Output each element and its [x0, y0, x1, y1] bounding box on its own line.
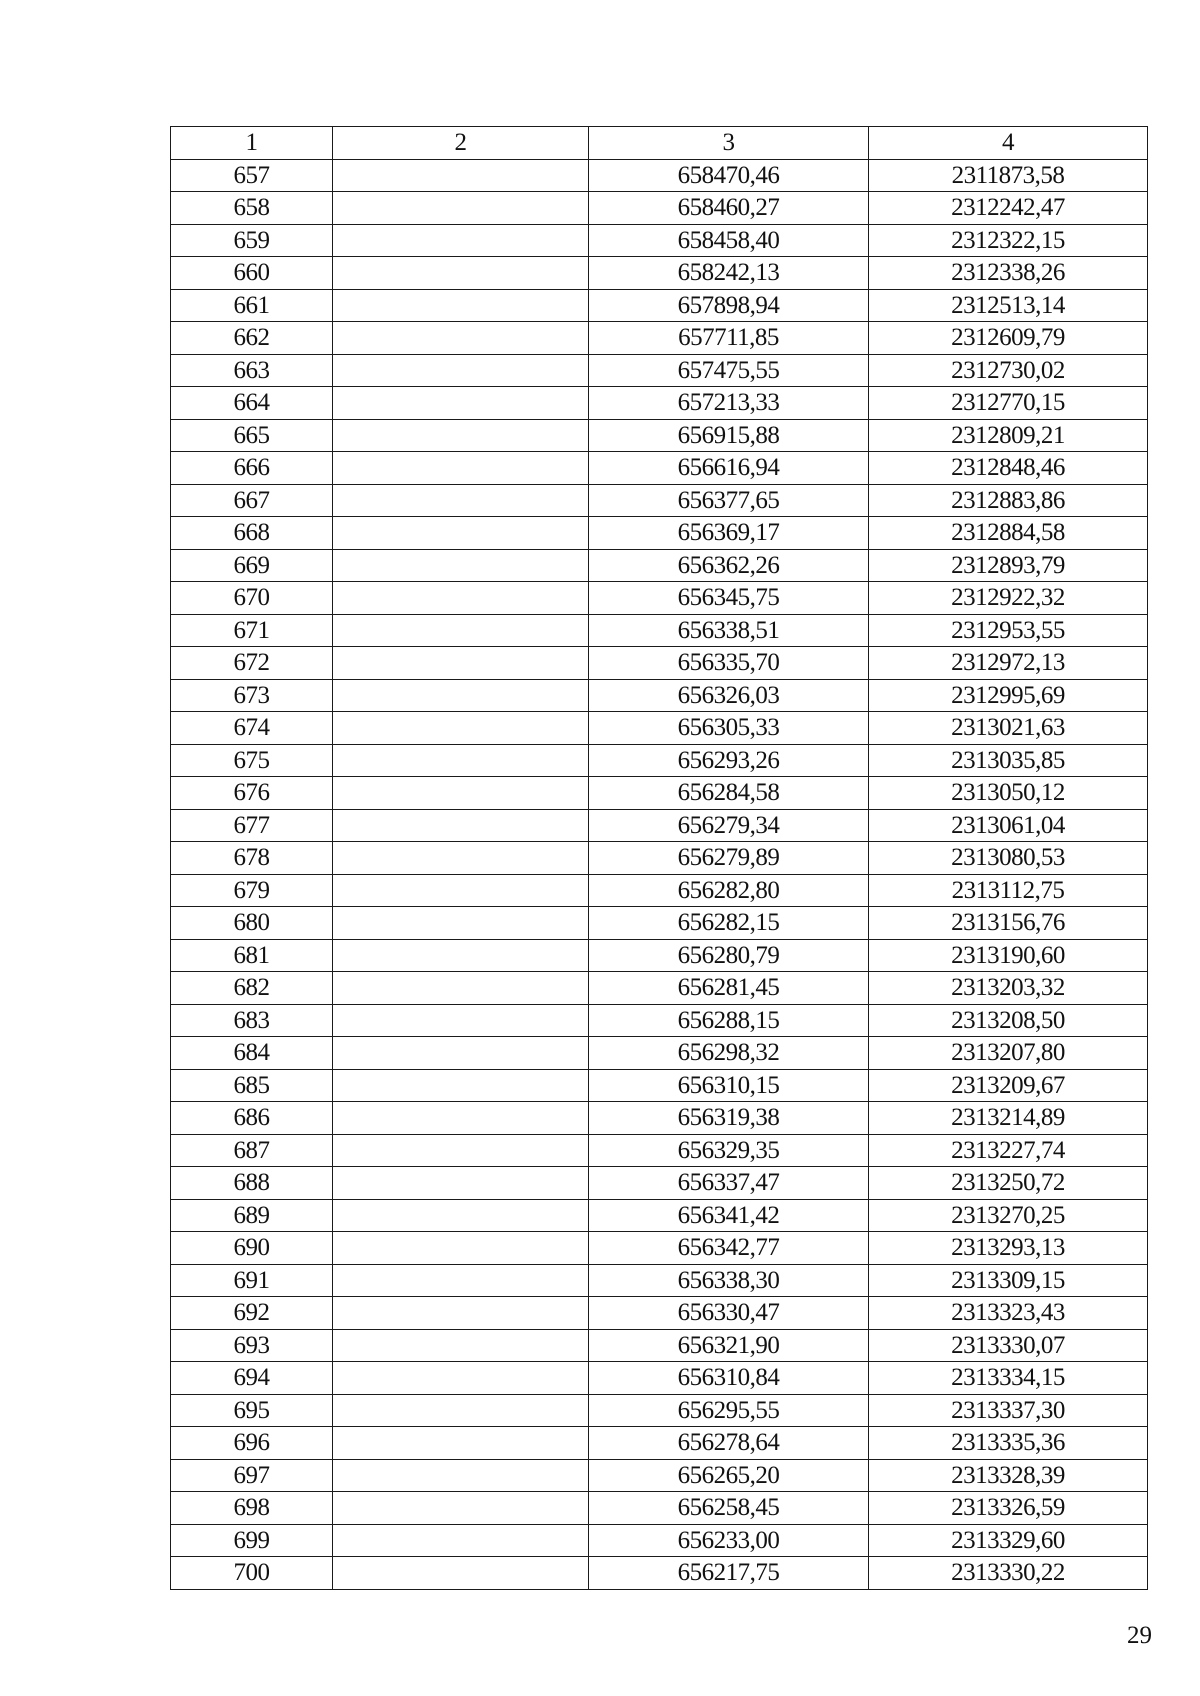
x-coordinate-cell: 656338,30 [589, 1264, 869, 1297]
empty-cell [333, 1264, 589, 1297]
point-number-cell: 688 [171, 1167, 333, 1200]
y-coordinate-cell: 2313227,74 [869, 1134, 1148, 1167]
empty-cell [333, 1394, 589, 1427]
y-coordinate-cell: 2313061,04 [869, 809, 1148, 842]
table-row [171, 679, 1148, 712]
y-coordinate-cell: 2312883,86 [869, 484, 1148, 517]
y-coordinate-cell: 2313250,72 [869, 1167, 1148, 1200]
table-row [171, 907, 1148, 940]
table-row [171, 939, 1148, 972]
point-number-cell: 697 [171, 1459, 333, 1492]
y-coordinate-cell: 2313214,89 [869, 1102, 1148, 1135]
y-coordinate-cell: 2313309,15 [869, 1264, 1148, 1297]
point-number-cell: 682 [171, 972, 333, 1005]
y-coordinate-cell: 2313207,80 [869, 1037, 1148, 1070]
y-coordinate-cell: 2313328,39 [869, 1459, 1148, 1492]
point-number-cell: 696 [171, 1427, 333, 1460]
x-coordinate-cell: 656233,00 [589, 1524, 869, 1557]
y-coordinate-cell: 2313335,36 [869, 1427, 1148, 1460]
table-row [171, 322, 1148, 355]
point-number-cell: 667 [171, 484, 333, 517]
y-coordinate-cell: 2313330,07 [869, 1329, 1148, 1362]
point-number-cell: 668 [171, 517, 333, 550]
y-coordinate-cell: 2312322,15 [869, 224, 1148, 257]
empty-cell [333, 192, 589, 225]
table-row [171, 1524, 1148, 1557]
coordinates-table [170, 126, 1148, 1590]
x-coordinate-cell: 657475,55 [589, 354, 869, 387]
y-coordinate-cell: 2312338,26 [869, 257, 1148, 290]
y-coordinate-cell: 2312242,47 [869, 192, 1148, 225]
table-row [171, 777, 1148, 810]
y-coordinate-cell: 2313270,25 [869, 1199, 1148, 1232]
y-coordinate-cell: 2311873,58 [869, 159, 1148, 192]
table-row [171, 842, 1148, 875]
x-coordinate-cell: 658458,40 [589, 224, 869, 257]
table-row [171, 1329, 1148, 1362]
table-row [171, 1427, 1148, 1460]
y-coordinate-cell: 2313330,22 [869, 1557, 1148, 1590]
y-coordinate-cell: 2313334,15 [869, 1362, 1148, 1395]
x-coordinate-cell: 656337,47 [589, 1167, 869, 1200]
table-row [171, 354, 1148, 387]
x-coordinate-cell: 656345,75 [589, 582, 869, 615]
empty-cell [333, 874, 589, 907]
point-number-cell: 700 [171, 1557, 333, 1590]
point-number-cell: 690 [171, 1232, 333, 1265]
table-row [171, 387, 1148, 420]
point-number-cell: 672 [171, 647, 333, 680]
y-coordinate-cell: 2313035,85 [869, 744, 1148, 777]
point-number-cell: 661 [171, 289, 333, 322]
x-coordinate-cell: 656326,03 [589, 679, 869, 712]
point-number-cell: 658 [171, 192, 333, 225]
x-coordinate-cell: 656335,70 [589, 647, 869, 680]
table-row [171, 1394, 1148, 1427]
y-coordinate-cell: 2312513,14 [869, 289, 1148, 322]
table-row [171, 484, 1148, 517]
table-row [171, 549, 1148, 582]
table-row [171, 1102, 1148, 1135]
x-coordinate-cell: 656338,51 [589, 614, 869, 647]
table-row [171, 712, 1148, 745]
x-coordinate-cell: 656321,90 [589, 1329, 869, 1362]
y-coordinate-cell: 2312848,46 [869, 452, 1148, 485]
point-number-cell: 666 [171, 452, 333, 485]
table-row [171, 1459, 1148, 1492]
table-row [171, 1297, 1148, 1330]
table-row [171, 1134, 1148, 1167]
x-coordinate-cell: 656258,45 [589, 1492, 869, 1525]
y-coordinate-cell: 2312972,13 [869, 647, 1148, 680]
table-row [171, 1362, 1148, 1395]
empty-cell [333, 354, 589, 387]
x-coordinate-cell: 656310,15 [589, 1069, 869, 1102]
point-number-cell: 670 [171, 582, 333, 615]
y-coordinate-cell: 2313050,12 [869, 777, 1148, 810]
x-coordinate-cell: 656369,17 [589, 517, 869, 550]
x-coordinate-cell: 656310,84 [589, 1362, 869, 1395]
x-coordinate-cell: 656342,77 [589, 1232, 869, 1265]
x-coordinate-cell: 657898,94 [589, 289, 869, 322]
table-row [171, 224, 1148, 257]
x-coordinate-cell: 657213,33 [589, 387, 869, 420]
empty-cell [333, 484, 589, 517]
empty-cell [333, 1232, 589, 1265]
y-coordinate-cell: 2313208,50 [869, 1004, 1148, 1037]
point-number-cell: 677 [171, 809, 333, 842]
empty-cell [333, 1557, 589, 1590]
x-coordinate-cell: 656305,33 [589, 712, 869, 745]
empty-cell [333, 939, 589, 972]
point-number-cell: 663 [171, 354, 333, 387]
y-coordinate-cell: 2313080,53 [869, 842, 1148, 875]
empty-cell [333, 1069, 589, 1102]
y-coordinate-cell: 2312770,15 [869, 387, 1148, 420]
point-number-cell: 693 [171, 1329, 333, 1362]
point-number-cell: 669 [171, 549, 333, 582]
x-coordinate-cell: 658460,27 [589, 192, 869, 225]
point-number-cell: 665 [171, 419, 333, 452]
table-row [171, 257, 1148, 290]
empty-cell [333, 1102, 589, 1135]
x-coordinate-cell: 656280,79 [589, 939, 869, 972]
point-number-cell: 675 [171, 744, 333, 777]
empty-cell [333, 549, 589, 582]
empty-cell [333, 159, 589, 192]
y-coordinate-cell: 2313209,67 [869, 1069, 1148, 1102]
empty-cell [333, 224, 589, 257]
y-coordinate-cell: 2312995,69 [869, 679, 1148, 712]
empty-cell [333, 842, 589, 875]
x-coordinate-cell: 656293,26 [589, 744, 869, 777]
point-number-cell: 685 [171, 1069, 333, 1102]
empty-cell [333, 1037, 589, 1070]
empty-cell [333, 744, 589, 777]
empty-cell [333, 582, 589, 615]
empty-cell [333, 289, 589, 322]
empty-cell [333, 809, 589, 842]
point-number-cell: 694 [171, 1362, 333, 1395]
empty-cell [333, 1134, 589, 1167]
table-row [171, 1069, 1148, 1102]
y-coordinate-cell: 2312609,79 [869, 322, 1148, 355]
x-coordinate-cell: 656279,34 [589, 809, 869, 842]
table-row [171, 192, 1148, 225]
point-number-cell: 674 [171, 712, 333, 745]
y-coordinate-cell: 2313337,30 [869, 1394, 1148, 1427]
y-coordinate-cell: 2313203,32 [869, 972, 1148, 1005]
empty-cell [333, 907, 589, 940]
empty-cell [333, 1492, 589, 1525]
table-row [171, 1004, 1148, 1037]
empty-cell [333, 679, 589, 712]
point-number-cell: 692 [171, 1297, 333, 1330]
x-coordinate-cell: 656295,55 [589, 1394, 869, 1427]
point-number-cell: 676 [171, 777, 333, 810]
x-coordinate-cell: 656362,26 [589, 549, 869, 582]
header-row [171, 127, 1148, 160]
table-row [171, 452, 1148, 485]
table-row [171, 159, 1148, 192]
table-row [171, 1264, 1148, 1297]
column-header-1: 1 [171, 127, 333, 160]
empty-cell [333, 647, 589, 680]
table-row [171, 647, 1148, 680]
empty-cell [333, 1459, 589, 1492]
point-number-cell: 687 [171, 1134, 333, 1167]
y-coordinate-cell: 2313190,60 [869, 939, 1148, 972]
table-body [171, 159, 1148, 1589]
table-row [171, 1037, 1148, 1070]
x-coordinate-cell: 656330,47 [589, 1297, 869, 1330]
x-coordinate-cell: 656282,80 [589, 874, 869, 907]
empty-cell [333, 517, 589, 550]
empty-cell [333, 777, 589, 810]
point-number-cell: 689 [171, 1199, 333, 1232]
y-coordinate-cell: 2313329,60 [869, 1524, 1148, 1557]
page-number: 29 [1127, 1622, 1152, 1649]
empty-cell [333, 1167, 589, 1200]
x-coordinate-cell: 656341,42 [589, 1199, 869, 1232]
table-row [171, 1557, 1148, 1590]
x-coordinate-cell: 656279,89 [589, 842, 869, 875]
point-number-cell: 673 [171, 679, 333, 712]
point-number-cell: 698 [171, 1492, 333, 1525]
y-coordinate-cell: 2313293,13 [869, 1232, 1148, 1265]
x-coordinate-cell: 656284,58 [589, 777, 869, 810]
table-header [171, 127, 1148, 160]
table-row [171, 972, 1148, 1005]
empty-cell [333, 1362, 589, 1395]
column-header-3: 3 [589, 127, 869, 160]
table-row [171, 1232, 1148, 1265]
x-coordinate-cell: 658470,46 [589, 159, 869, 192]
x-coordinate-cell: 656288,15 [589, 1004, 869, 1037]
table-row [171, 289, 1148, 322]
point-number-cell: 671 [171, 614, 333, 647]
column-header-4: 4 [869, 127, 1148, 160]
point-number-cell: 657 [171, 159, 333, 192]
table-row [171, 614, 1148, 647]
x-coordinate-cell: 657711,85 [589, 322, 869, 355]
x-coordinate-cell: 656217,75 [589, 1557, 869, 1590]
point-number-cell: 664 [171, 387, 333, 420]
x-coordinate-cell: 656377,65 [589, 484, 869, 517]
table-row [171, 744, 1148, 777]
empty-cell [333, 452, 589, 485]
y-coordinate-cell: 2312809,21 [869, 419, 1148, 452]
empty-cell [333, 1004, 589, 1037]
x-coordinate-cell: 656265,20 [589, 1459, 869, 1492]
y-coordinate-cell: 2313156,76 [869, 907, 1148, 940]
point-number-cell: 691 [171, 1264, 333, 1297]
y-coordinate-cell: 2313021,63 [869, 712, 1148, 745]
y-coordinate-cell: 2313112,75 [869, 874, 1148, 907]
x-coordinate-cell: 658242,13 [589, 257, 869, 290]
y-coordinate-cell: 2313323,43 [869, 1297, 1148, 1330]
y-coordinate-cell: 2312922,32 [869, 582, 1148, 615]
table-row [171, 874, 1148, 907]
empty-cell [333, 712, 589, 745]
table-row [171, 1167, 1148, 1200]
point-number-cell: 659 [171, 224, 333, 257]
x-coordinate-cell: 656281,45 [589, 972, 869, 1005]
y-coordinate-cell: 2312953,55 [869, 614, 1148, 647]
y-coordinate-cell: 2312730,02 [869, 354, 1148, 387]
y-coordinate-cell: 2313326,59 [869, 1492, 1148, 1525]
x-coordinate-cell: 656282,15 [589, 907, 869, 940]
y-coordinate-cell: 2312884,58 [869, 517, 1148, 550]
empty-cell [333, 1427, 589, 1460]
point-number-cell: 660 [171, 257, 333, 290]
table-row [171, 809, 1148, 842]
empty-cell [333, 1199, 589, 1232]
table-row [171, 419, 1148, 452]
point-number-cell: 686 [171, 1102, 333, 1135]
point-number-cell: 678 [171, 842, 333, 875]
empty-cell [333, 1524, 589, 1557]
empty-cell [333, 614, 589, 647]
table-row [171, 1492, 1148, 1525]
empty-cell [333, 1297, 589, 1330]
empty-cell [333, 257, 589, 290]
y-coordinate-cell: 2312893,79 [869, 549, 1148, 582]
point-number-cell: 684 [171, 1037, 333, 1070]
empty-cell [333, 972, 589, 1005]
x-coordinate-cell: 656319,38 [589, 1102, 869, 1135]
table-row [171, 517, 1148, 550]
empty-cell [333, 387, 589, 420]
point-number-cell: 683 [171, 1004, 333, 1037]
table-row [171, 1199, 1148, 1232]
x-coordinate-cell: 656915,88 [589, 419, 869, 452]
x-coordinate-cell: 656298,32 [589, 1037, 869, 1070]
point-number-cell: 695 [171, 1394, 333, 1427]
x-coordinate-cell: 656329,35 [589, 1134, 869, 1167]
x-coordinate-cell: 656616,94 [589, 452, 869, 485]
empty-cell [333, 1329, 589, 1362]
point-number-cell: 680 [171, 907, 333, 940]
empty-cell [333, 419, 589, 452]
column-header-2: 2 [333, 127, 589, 160]
point-number-cell: 662 [171, 322, 333, 355]
point-number-cell: 681 [171, 939, 333, 972]
point-number-cell: 679 [171, 874, 333, 907]
empty-cell [333, 322, 589, 355]
point-number-cell: 699 [171, 1524, 333, 1557]
table-row [171, 582, 1148, 615]
x-coordinate-cell: 656278,64 [589, 1427, 869, 1460]
